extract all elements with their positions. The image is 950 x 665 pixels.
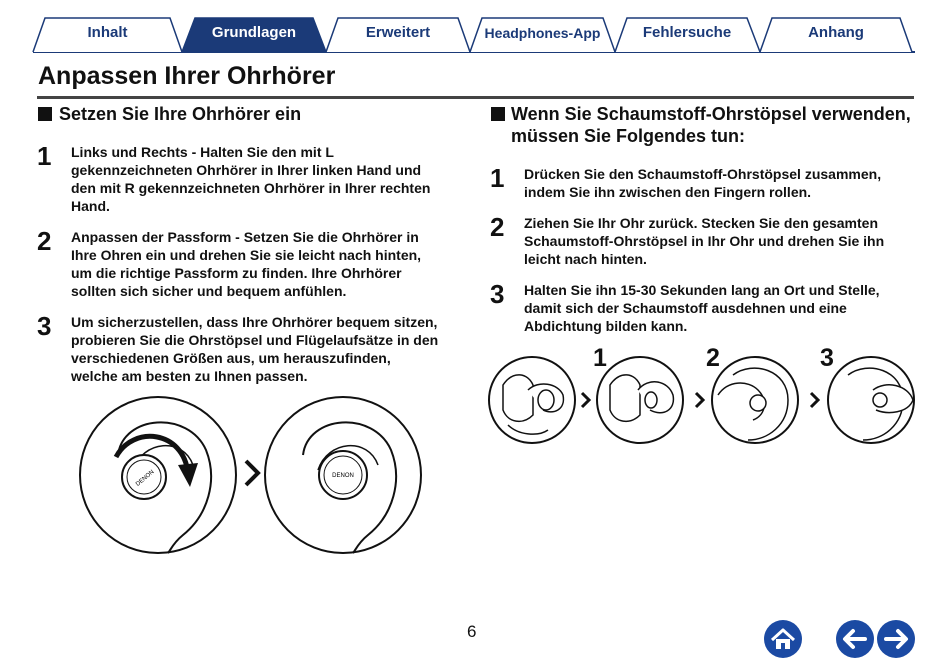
text-line: Abdichtung bilden kann. xyxy=(524,318,688,334)
text-line: Ziehen Sie Ihr Ohr zurück. Stecken Sie den gesamten xyxy=(524,215,878,231)
text-line: Ihre Ohren ein und drehen Sie sie leicht nach hinten, xyxy=(71,247,422,263)
logo-text: DENON xyxy=(332,473,354,479)
text-line: um die richtige Passform zu finden. Ihre Ohrhörer xyxy=(71,265,402,281)
tab-anhang[interactable]: Anhang xyxy=(808,24,864,41)
right-step-text xyxy=(524,281,880,335)
text-line: den mit R gekennzeichneten Ohrhörer in Ihrer rechten xyxy=(71,180,431,196)
illustration-step-number: 1 xyxy=(593,344,607,372)
heading-line: Wenn Sie Schaumstoff-Ohrstöpsel verwenden, xyxy=(511,104,911,124)
left-step-number: 3 xyxy=(37,311,52,341)
chevron-right-icon xyxy=(811,393,818,407)
right-step-number: 3 xyxy=(490,279,505,309)
home-icon[interactable] xyxy=(763,619,803,659)
right-step-text xyxy=(524,214,884,268)
left-step-text xyxy=(71,228,421,300)
right-section-heading xyxy=(511,103,911,147)
text-line: Links und Rechts - Halten Sie den mit L xyxy=(71,144,334,160)
left-step-number: 1 xyxy=(37,141,52,171)
text-line: leicht nach hinten. xyxy=(524,251,647,267)
text-line: Drücken Sie den Schaumstoff-Ohrstöpsel zusammen, xyxy=(524,166,882,182)
text-line: welche am besten zu Ihnen passen. xyxy=(71,368,308,384)
left-section-heading: Setzen Sie Ihre Ohrhörer ein xyxy=(59,104,302,124)
text-line: indem Sie ihn zwischen den Fingern rollen. xyxy=(524,184,812,200)
text-line: Halten Sie ihn 15-30 Sekunden lang an Ort und Stelle, xyxy=(524,282,880,298)
chevron-right-icon xyxy=(696,393,703,407)
tab-fehlersuche[interactable]: Fehlersuche xyxy=(642,24,732,41)
tab-headphones-app[interactable]: Headphones-App xyxy=(484,25,601,41)
title-divider xyxy=(37,96,914,99)
earbud-insertion-illustration xyxy=(78,395,423,555)
page-title: Anpassen Ihrer Ohrhörer xyxy=(38,62,336,90)
text-line: Hand. xyxy=(71,198,110,214)
text-line: Um sicherzustellen, dass Ihre Ohrhörer bequem sitzen, xyxy=(71,314,438,330)
text-line: sollten sich sicher und bequem anfühlen. xyxy=(71,283,347,299)
text-line: Anpassen der Passform - Setzen Sie die Ohrhörer in xyxy=(71,229,419,245)
text-line: Schaumstoff-Ohrstöpsel in Ihr Ohr und drehen Sie ihn xyxy=(524,233,885,249)
illustration-step-number: 3 xyxy=(820,344,834,372)
tab-inhalt[interactable]: Inhalt xyxy=(87,24,128,41)
text-line: probieren Sie die Ohrstöpsel und Flügelaufsätze in den xyxy=(71,332,439,348)
left-step-text xyxy=(71,313,438,385)
foam-tip-illustration xyxy=(488,355,916,445)
section-bullet-icon xyxy=(491,107,505,121)
left-step-text xyxy=(71,143,430,215)
chevron-right-icon xyxy=(246,461,258,485)
tab-erweitert[interactable]: Erweitert xyxy=(365,24,431,41)
page-number: 6 xyxy=(467,622,477,641)
illustration-step-number: 2 xyxy=(706,344,720,372)
arrow-left-icon[interactable] xyxy=(835,619,875,659)
arrow-right-icon[interactable] xyxy=(876,619,916,659)
heading-line: müssen Sie Folgendes tun: xyxy=(511,126,746,146)
text-line: damit sich der Schaumstoff ausdehnen und eine xyxy=(524,300,847,316)
tab-bar xyxy=(0,14,950,54)
section-bullet-icon xyxy=(38,107,52,121)
text-line: gekennzeichneten Ohrhörer in Ihrer linken Hand und xyxy=(71,162,422,178)
right-step-number: 2 xyxy=(490,212,505,242)
tab-grundlagen[interactable]: Grundlagen xyxy=(211,24,297,41)
right-step-number: 1 xyxy=(490,163,505,193)
logo-text: DENON xyxy=(135,469,156,488)
text-line: verschiedenen Größen aus, um herauszufinden, xyxy=(71,350,391,366)
right-step-text xyxy=(524,165,881,201)
chevron-right-icon xyxy=(582,393,589,407)
left-step-number: 2 xyxy=(37,226,52,256)
